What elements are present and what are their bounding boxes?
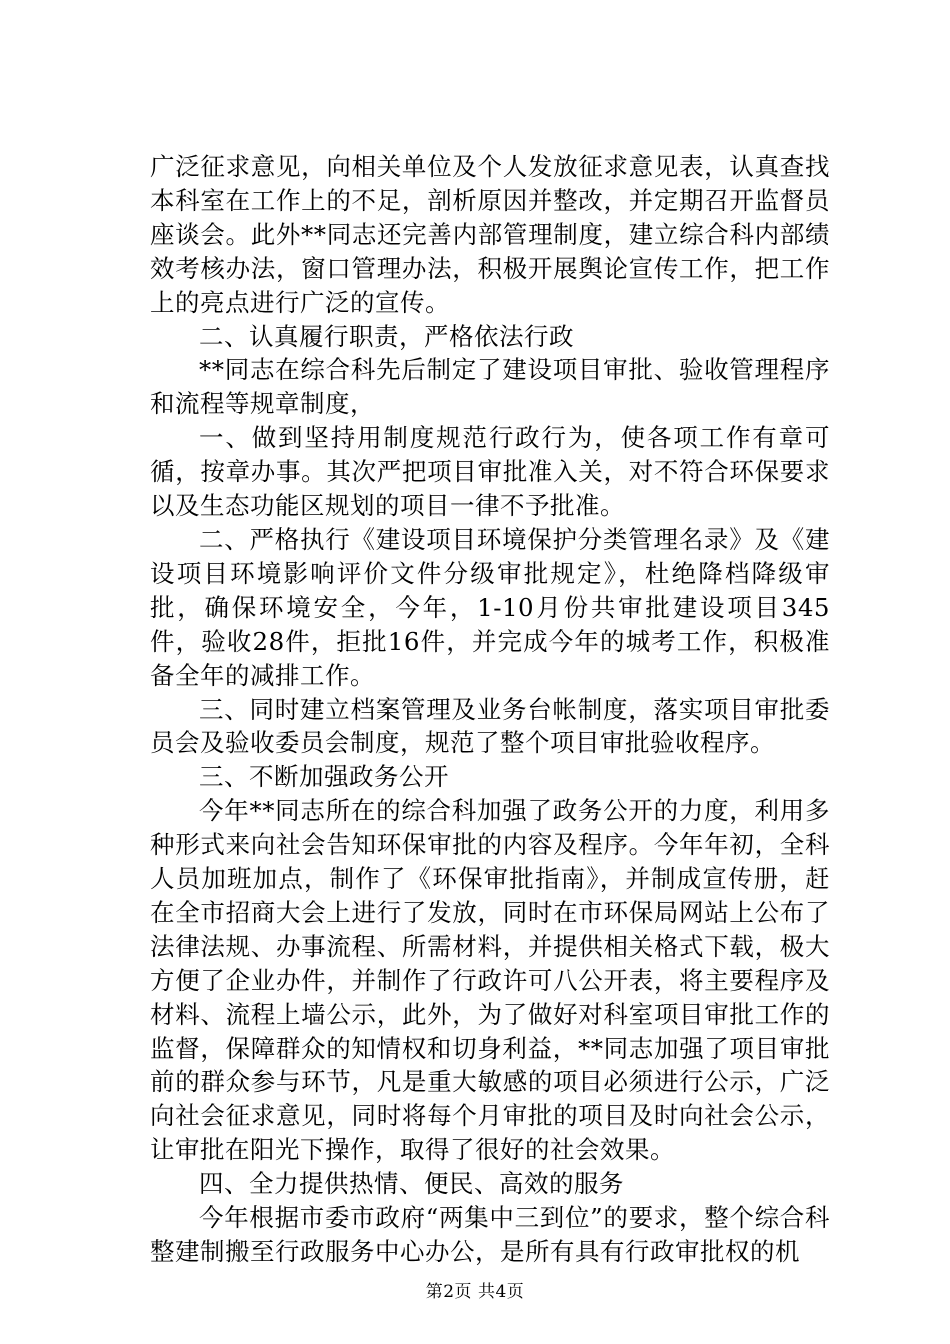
- section-heading-4: 四、全力提供热情、便民、高效的服务: [199, 1169, 624, 1199]
- paragraph-3: **同志在综合科先后制定了建设项目审批、验收管理程序和流程等规章制度，: [150, 355, 830, 419]
- paragraph-10: 今年根据市委市政府“两集中三到位”的要求，整个综合科整建制搬至行政服务中心办公，是所有具有行政审批权的机: [150, 1203, 830, 1266]
- paragraph-6: 三、同时建立档案管理及业务台帐制度，落实项目审批委员会及验收委员会制度，规范了整个项目审批验收程序。: [150, 694, 830, 758]
- section-heading-2: 二、认真履行职责，严格依法行政: [199, 321, 574, 351]
- paragraph-1: 广泛征求意见，向相关单位及个人发放征求意见表，认真查找本科室在工作上的不足，剖析原因并整改，并定期召开监督员座谈会。此外**同志还完善内部管理制度，建立综合科内部绩效考核办法，窗口管理办法，积极开展舆论宣传工作，把工作上的亮点进行广泛的宣传。: [150, 152, 830, 317]
- paragraph-8: 今年**同志所在的综合科加强了政务公开的力度，利用多种形式来向社会告知环保审批的内容及程序。今年年初，全科人员加班加点，制作了《环保审批指南》，并制成宣传册，赶在全市招商大会上进行了发放，同时在市环保局网站上公布了法律法规、办事流程、所需材料，并提供相关格式下载，极大方便了企业办件，并制作了行政许可八公开表，将主要程序及材料、流程上墙公示，此外，为了做好对科室项目审批工作的监督，保障群众的知情权和切身利益，**同志加强了项目审批前的群众参与环节，凡是重大敏感的项目必须进行公示，广泛向社会征求意见，同时将每个月审批的项目及时向社会公示，让审批在阳光下操作，取得了很好的社会效果。: [150, 796, 830, 1165]
- paragraph-5: 二、严格执行《建设项目环境保护分类管理名录》及《建设项目环境影响评价文件分级审批规定》，杜绝降档降级审批，确保环境安全，今年，1-10月份共审批建设项目345件，验收28件，拒批16件，并完成今年的城考工作，积极准备全年的减排工作。: [150, 524, 830, 690]
- document-body: [150, 150, 830, 1269]
- page-footer: 第2页 共4页: [425, 1282, 525, 1302]
- section-heading-3: 三、不断加强政务公开: [199, 762, 449, 792]
- paragraph-4: 一、做到坚持用制度规范行政行为，使各项工作有章可循，按章办事。其次严把项目审批准入关，对不符合环保要求以及生态功能区规划的项目一律不予批准。: [150, 423, 830, 521]
